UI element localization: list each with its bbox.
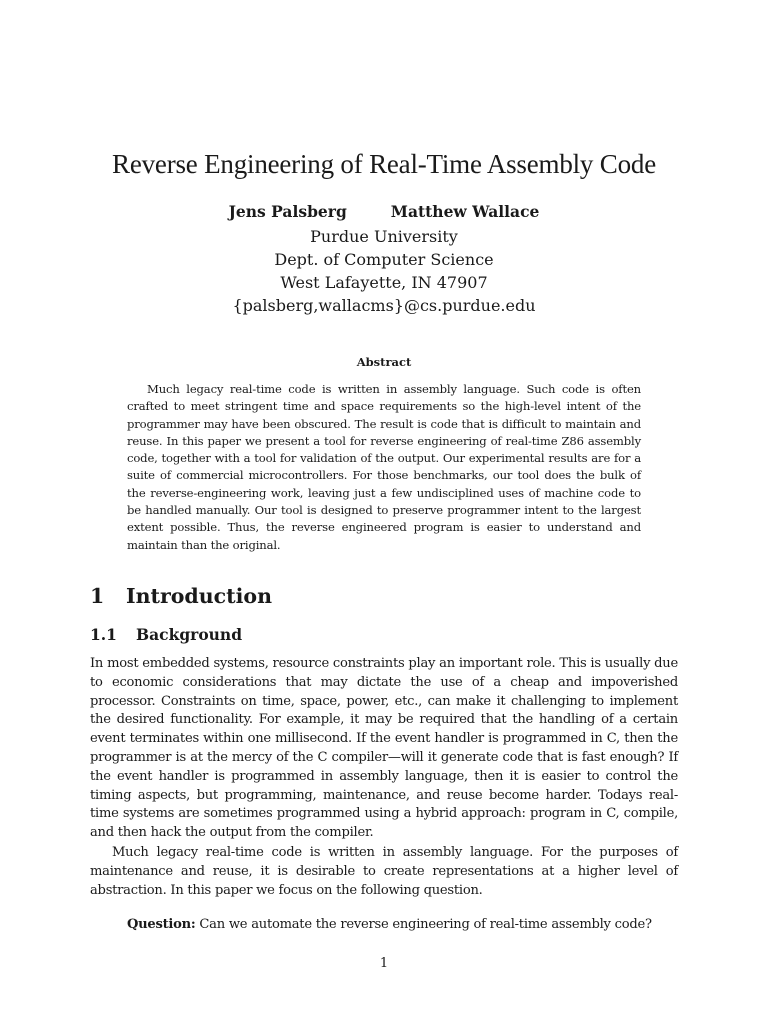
body-paragraph: In most embedded systems, resource constraints play an important role. This is usually due to economic considerations that may dictate the use of a cheap and impoverished processor. Constraints on time, space, power, etc., can make it challenging to implement the desired functionality. For example, it may be required that the handling of a certain event terminates within one millisecond. If the event handler is programmed in C, then the programmer is at the mercy of the C compiler—will it generate code that is fast enough? If the event handler is programmed in assembly language, then it is easier to control the timing aspects, but programming, maintenance, and reuse become harder. Todays real-time systems are sometimes programmed using a hybrid approach: program in C, compile, and then hack the output from the compiler. [90, 656, 678, 841]
section-number: 1 [90, 584, 105, 608]
author-list [0, 201, 768, 223]
affiliation-email: {palsberg,wallacms}@cs.purdue.edu [232, 296, 536, 315]
author-name: Jens Palsberg [228, 202, 347, 221]
page-number: 1 [379, 956, 389, 971]
subsection-number: 1.1 [90, 625, 117, 644]
paper-title: Reverse Engineering of Real-Time Assembly Code [112, 149, 656, 179]
affiliation-university: Purdue University [310, 227, 458, 246]
question-text: Can we automate the reverse engineering of real-time assembly code? [195, 917, 652, 932]
author-name: Matthew Wallace [390, 202, 540, 221]
subsection-heading-background [90, 625, 242, 644]
abstract-heading: Abstract [356, 355, 412, 369]
research-question [127, 915, 687, 934]
section-heading-introduction [90, 584, 272, 608]
section-title: Introduction [126, 584, 272, 608]
affiliation-address: West Lafayette, IN 47907 [280, 273, 488, 292]
abstract-text: Much legacy real-time code is written in assembly language. Such code is often crafted to meet stringent time and space requirements so the high-level intent of the programmer may have been obscured. The result is code that is difficult to maintain and reuse. In this paper we present a tool for reverse engineering of real-time Z86 assembly code, together with a tool for validation of the output. Our experimental results are for a suite of commercial microcontrollers. For those benchmarks, our tool does the bulk of the reverse-engineering work, leaving just a few undisciplined uses of machine code to be handled manually. Our tool is designed to preserve programmer intent to the largest extent possible. Thus, the reverse engineered program is easier to understand and maintain than the original. [127, 382, 641, 552]
subsection-title: Background [136, 625, 243, 644]
question-label: Question: [127, 917, 196, 932]
affiliation-block [0, 225, 768, 317]
affiliation-department: Dept. of Computer Science [274, 250, 494, 269]
body-paragraph: Much legacy real-time code is written in assembly language. For the purposes of maintenance and reuse, it is desirable to create representations at a higher level of abstraction. In this paper we focus on the following question. [90, 845, 678, 898]
